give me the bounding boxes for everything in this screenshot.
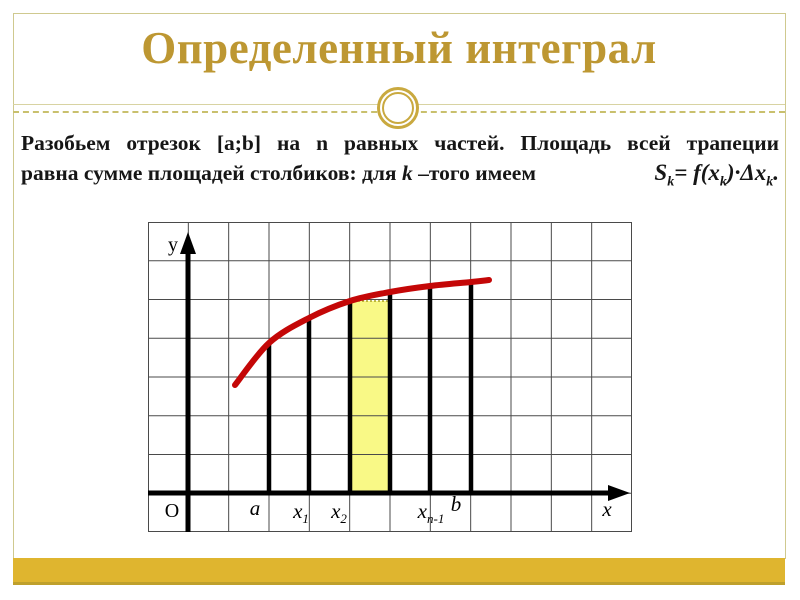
formula (654, 160, 779, 191)
formula-sub-k: k (667, 174, 675, 190)
slide-title: Определенный интеграл (141, 23, 657, 73)
circle-ornament-inner-ring (382, 92, 414, 124)
formula-sub-k: k (766, 174, 774, 190)
paragraph (21, 131, 779, 191)
integral-figure-svg (148, 222, 632, 532)
x1-base: x (293, 499, 303, 523)
paragraph-line-2 (21, 160, 779, 191)
x2-base: x (331, 499, 341, 523)
bottom-accent-bar (13, 558, 785, 585)
formula-sub-k: k (719, 174, 727, 190)
circle-ornament (377, 87, 419, 129)
formula-equals: = (674, 160, 694, 185)
paragraph-line-2-text (21, 161, 536, 186)
xn-1-subscript: n-1 (426, 511, 445, 527)
formula-fx: f(x (693, 160, 720, 185)
paragraph-line-1: Разобьем отрезок [a;b] на n равных частей. Площадь всей трапеции (21, 131, 779, 155)
integral-figure (148, 222, 632, 532)
text-run: равна сумме площадей столбиков: для (21, 161, 397, 185)
formula-delta-x: )·Δx (726, 160, 767, 185)
y-axis-arrow (180, 232, 196, 254)
x2-subscript: 2 (340, 511, 347, 527)
a-label: a (249, 496, 261, 520)
highlight-bar-fill (350, 301, 390, 493)
x1-label (293, 501, 309, 525)
x2-label (331, 501, 347, 525)
k-variable: k (401, 161, 413, 185)
x-axis-label: x (602, 497, 612, 521)
formula-S: S (654, 160, 668, 185)
y-axis-label: y (168, 234, 178, 256)
text-run: –того имеем (418, 161, 536, 185)
xn-1-label (418, 501, 445, 525)
x1-subscript: 1 (302, 511, 309, 527)
b-label: b (450, 492, 462, 516)
xn-1-base: x (417, 499, 427, 523)
formula-period: . (773, 160, 779, 185)
origin-label: O (164, 500, 180, 522)
